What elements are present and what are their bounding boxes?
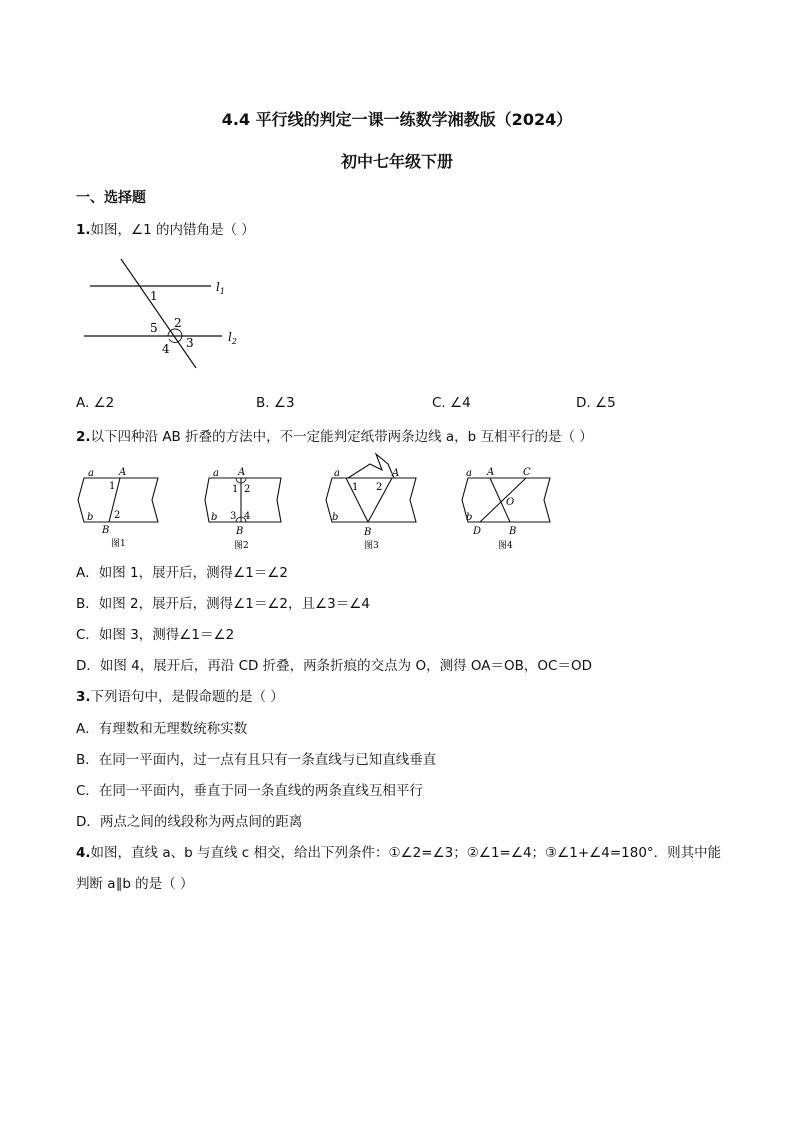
fig2-label-A: A [238,467,246,478]
q2-option-a[interactable]: A．如图 1，展开后，测得∠1＝∠2 [76,565,288,581]
line-l2-label: $l_2$ [228,330,237,346]
fig3-label-B: B [364,527,372,538]
fig2-caption: 图2 [234,541,249,551]
fig4-label-C: C [523,467,531,478]
angle-2-label: 2 [174,316,182,330]
fig1-angle-2: 2 [114,510,121,521]
fig3-caption: 图3 [364,541,379,551]
q1-option-c[interactable]: C. ∠4 [432,395,471,411]
question-3-number: 3. [76,689,91,705]
fig2-angle-3: 3 [230,511,237,522]
fig4-label-O: O [506,497,515,508]
question-4-text: 如图，直线 a、b 与直线 c 相交，给出下列条件：①∠2=∠3；②∠1=∠4；③∠1+∠4=180°．则其中能 [90,845,722,861]
q3-option-b[interactable]: B．在同一平面内，过一点有且只有一条直线与已知直线垂直 [76,752,437,768]
q2-option-c[interactable]: C．如图 3，测得∠1＝∠2 [76,627,235,643]
q3-option-c[interactable]: C．在同一平面内，垂直于同一条直线的两条直线互相平行 [76,783,423,799]
q2-figure-4 [460,464,560,554]
question-1-figure [76,255,256,375]
question-1-text: 如图，∠1 的内错角是（ ） [90,222,255,238]
q3-option-a[interactable]: A．有理数和无理数统称实数 [76,721,248,737]
q1-option-b[interactable]: B. ∠3 [256,395,295,411]
fig2-angle-4: 4 [244,511,251,522]
fig4-label-b: b [466,512,473,523]
question-1-number: 1. [76,222,91,238]
fig1-label-A: A [119,467,127,478]
fig3-label-A: A [392,468,400,479]
question-4-text-continued: 判断 a∥b 的是（ ） [76,876,194,892]
fig1-label-b: b [87,512,94,523]
fig4-caption: 图4 [498,541,513,551]
question-2-text: 以下四种沿 AB 折叠的方法中，不一定能判定纸带两条边线 a，b 互相平行的是（ ） [90,429,593,445]
q2-figure-2 [203,464,293,554]
fig3-label-a: a [334,468,340,479]
fig1-label-B: B [102,525,110,536]
fig1-caption: 图1 [111,539,126,549]
fig4-label-D: D [473,526,482,537]
fig2-angle-2: 2 [244,484,251,495]
q3-option-d[interactable]: D．两点之间的线段称为两点间的距离 [76,814,303,830]
q1-option-a[interactable]: A. ∠2 [76,395,115,411]
fig3-label-b: b [332,512,339,523]
question-4 [76,841,721,861]
angle-5-label: 5 [150,321,158,335]
question-3-text: 下列语句中，是假命题的是（ ） [90,689,284,705]
question-2 [76,425,593,445]
fig4-label-A: A [487,467,495,478]
fig1-angle-1: 1 [109,481,116,492]
q1-option-d[interactable]: D. ∠5 [576,395,616,411]
fig2-label-B: B [236,526,244,537]
q2-figure-1 [76,464,166,554]
fig3-angle-2: 2 [376,482,383,493]
q2-option-b[interactable]: B．如图 2，展开后，测得∠1＝∠2，且∠3＝∠4 [76,596,370,612]
fig2-label-b: b [211,512,218,523]
line-l1-label: $l_1$ [216,280,225,296]
fig1-label-a: a [88,468,94,479]
angle-4-label: 4 [162,342,170,356]
question-1 [76,218,255,238]
fig2-angle-1: 1 [232,484,239,495]
angle-1-label: 1 [150,289,158,303]
question-3 [76,685,284,705]
fig4-label-B: B [509,526,517,537]
question-2-number: 2. [76,429,91,445]
q2-figure-3 [322,450,422,556]
fig2-label-a: a [213,468,219,479]
section-heading: 一、选择题 [76,190,146,206]
question-4-number: 4. [76,845,91,861]
q2-option-d[interactable]: D．如图 4，展开后，再沿 CD 折叠，两条折痕的交点为 O，测得 OA＝OB，OC＝OD [76,658,592,674]
angle-3-label: 3 [186,336,194,350]
document-subtitle: 初中七年级下册 [340,152,453,171]
document-title: 4.4 平行线的判定一课一练数学湘教版（2024） [221,110,573,129]
fig3-angle-1: 1 [352,482,359,493]
fig4-label-a: a [466,468,472,479]
